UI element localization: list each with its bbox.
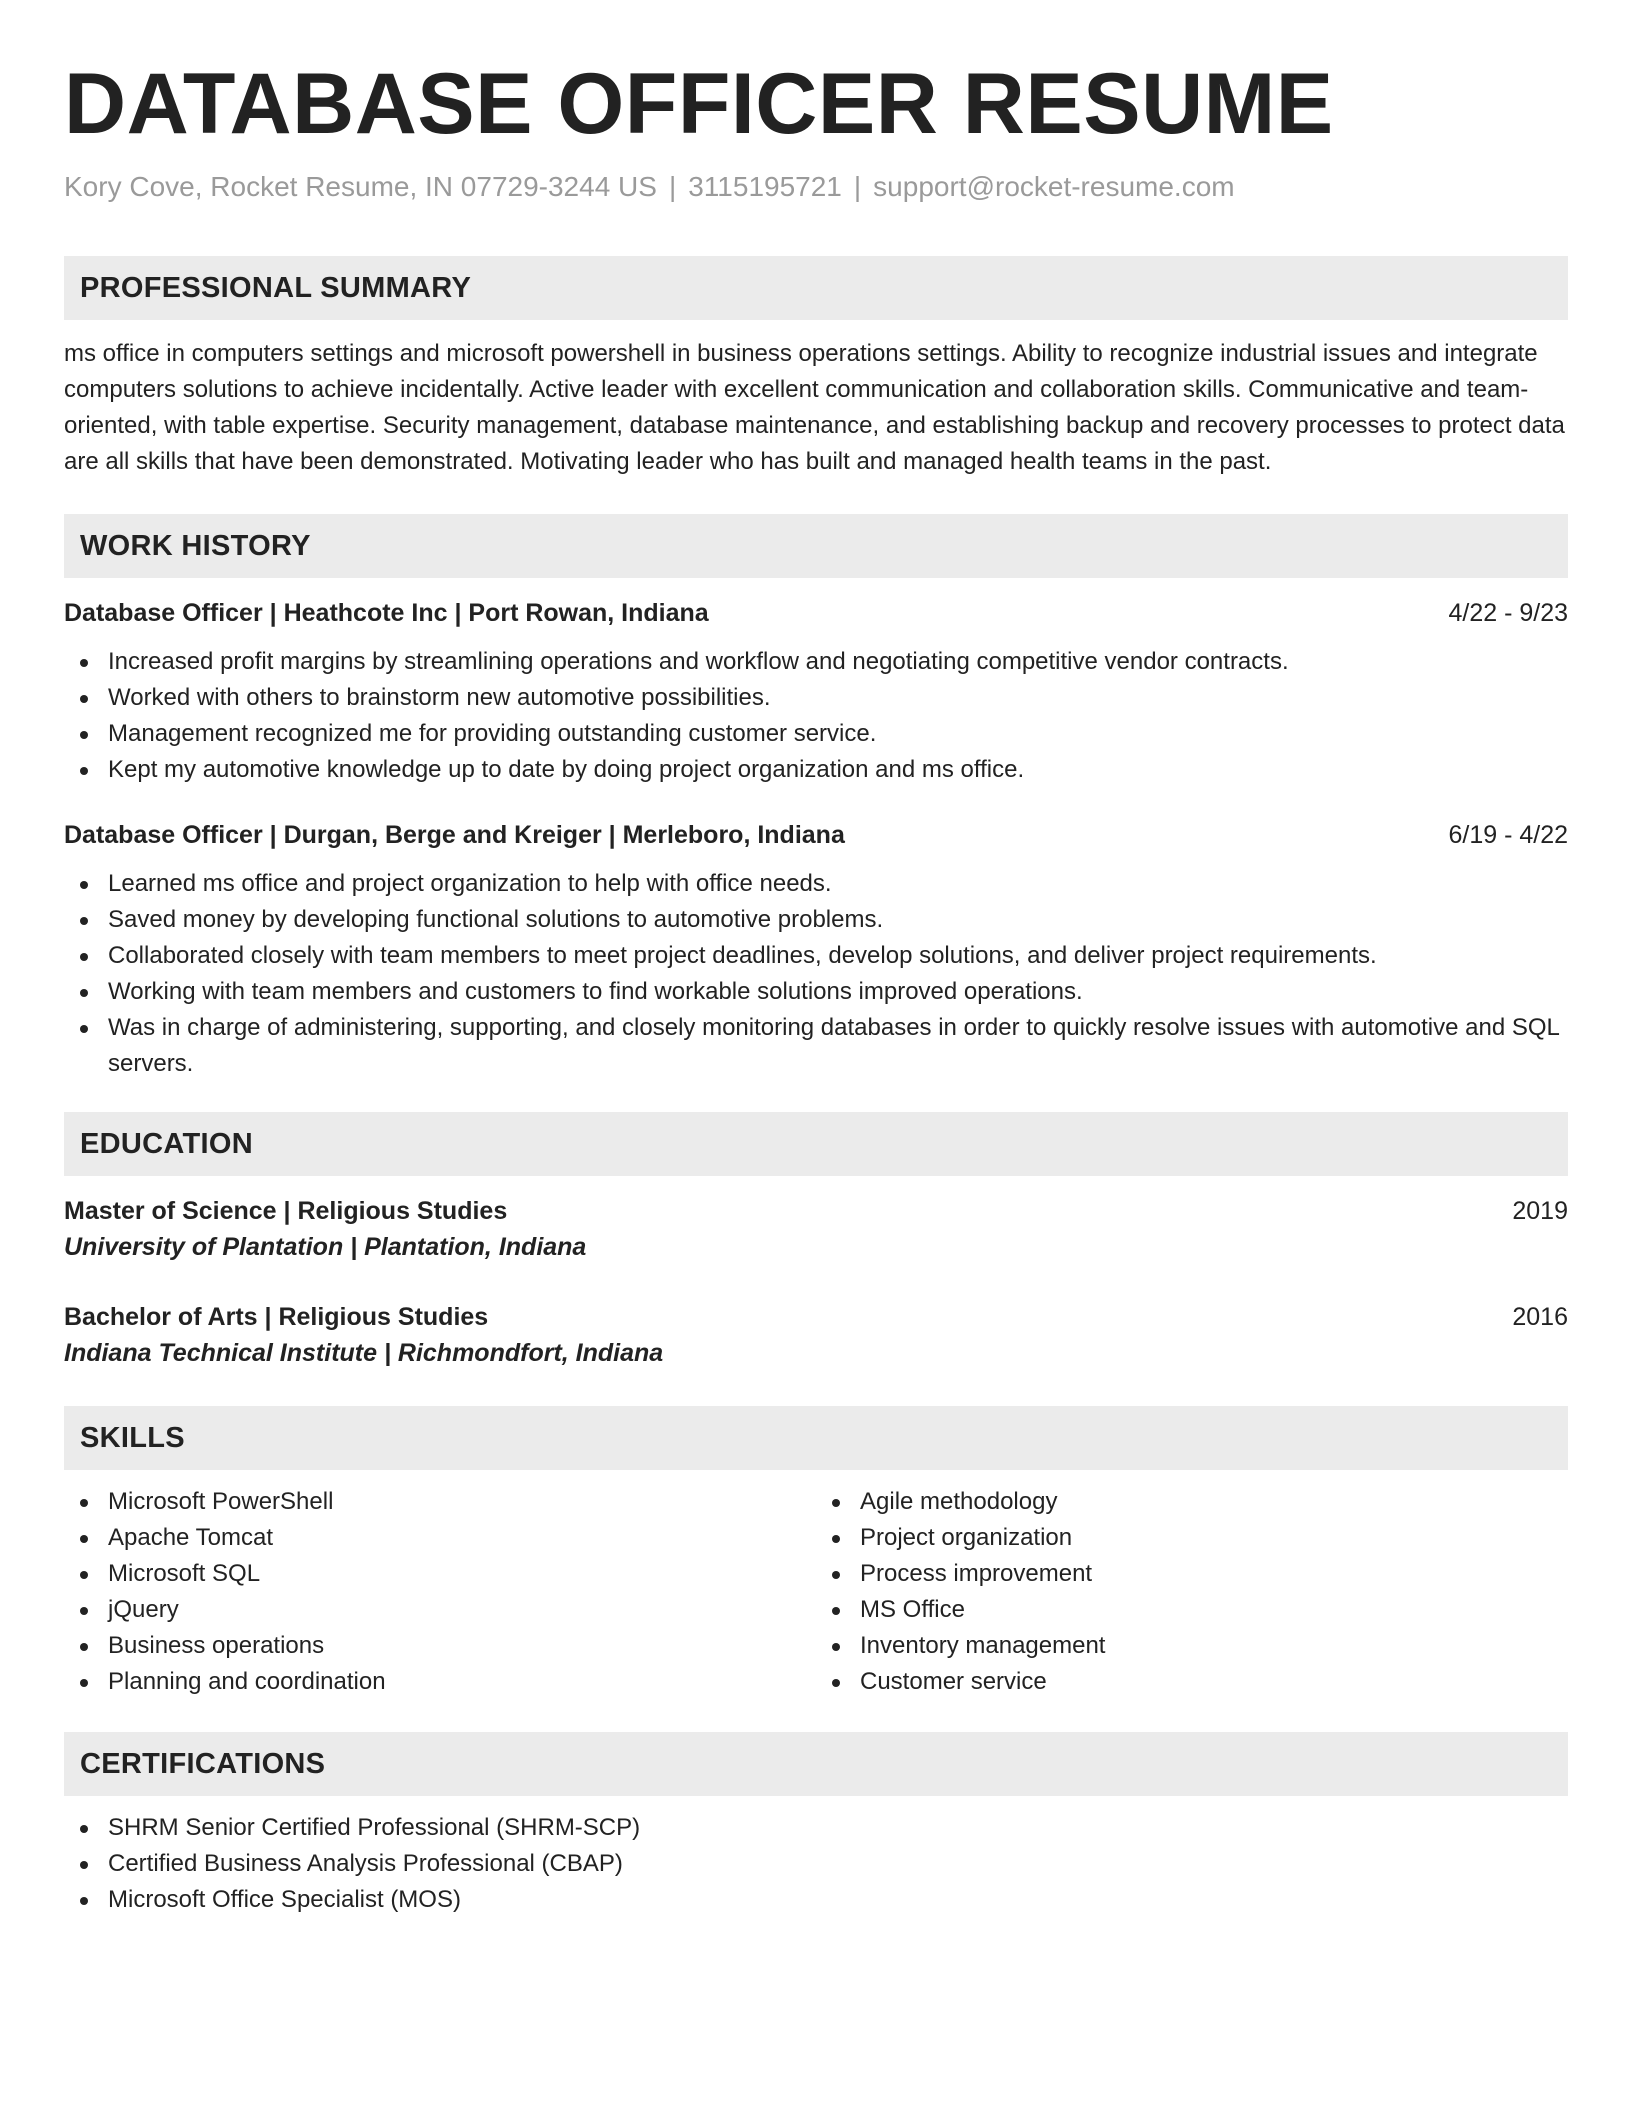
job-bullet: Kept my automotive knowledge up to date by doing project organization and ms office. — [64, 752, 1568, 788]
job-bullet: Learned ms office and project organization to help with office needs. — [64, 866, 1568, 902]
contact-separator: | — [668, 171, 677, 202]
section-header-education: EDUCATION — [64, 1112, 1568, 1176]
job-bullet: Management recognized me for providing outstanding customer service. — [64, 716, 1568, 752]
skills-column-right — [816, 1484, 1568, 1700]
education-degree: Master of Science | Religious Studies — [64, 1197, 508, 1225]
certification-list — [64, 1810, 1568, 1918]
skill-item: Agile methodology — [816, 1484, 1568, 1520]
skill-item: Planning and coordination — [64, 1664, 816, 1700]
certification-item: Certified Business Analysis Professional (CBAP) — [64, 1846, 1568, 1882]
job-title: Database Officer | Heathcote Inc | Port Rowan, Indiana — [64, 599, 709, 627]
education-header — [64, 1300, 1568, 1334]
certification-item: SHRM Senior Certified Professional (SHRM-SCP) — [64, 1810, 1568, 1846]
section-header-summary: PROFESSIONAL SUMMARY — [64, 256, 1568, 320]
contact-email: support@rocket-resume.com — [873, 171, 1235, 202]
education-entry — [64, 1300, 1568, 1372]
job-dates: 6/19 - 4/22 — [1448, 821, 1568, 849]
skill-item: Apache Tomcat — [64, 1520, 816, 1556]
job-entry — [64, 596, 1568, 788]
education-year: 2019 — [1512, 1197, 1568, 1225]
contact-line — [64, 170, 1568, 204]
skills-grid — [64, 1484, 1568, 1700]
summary-text: ms office in computers settings and microsoft powershell in business operations settings. Ability to recognize industrial issues and integrate computers solutions to achieve incidentally. Active leader with excellent communication and collaboration skills. Communicative and team-oriented, with table expertise. Security management, database maintenance, and establishing backup and recovery processes to protect data are all skills that have been demonstrated. Motivating leader who has built and managed health teams in the past. — [64, 340, 1565, 475]
education-header — [64, 1194, 1568, 1228]
certification-item: Microsoft Office Specialist (MOS) — [64, 1882, 1568, 1918]
job-bullets — [64, 644, 1568, 788]
skill-item: Project organization — [816, 1520, 1568, 1556]
education-school: Indiana Technical Institute | Richmondfort, Indiana — [64, 1339, 664, 1367]
job-title: Database Officer | Durgan, Berge and Kreiger | Merleboro, Indiana — [64, 821, 845, 849]
section-header-skills: SKILLS — [64, 1406, 1568, 1470]
education-entry — [64, 1194, 1568, 1266]
skill-item: Microsoft SQL — [64, 1556, 816, 1592]
job-bullets — [64, 866, 1568, 1082]
section-header-certifications: CERTIFICATIONS — [64, 1732, 1568, 1796]
contact-separator: | — [853, 171, 862, 202]
education-school: University of Plantation | Plantation, Indiana — [64, 1233, 587, 1261]
skill-item: Business operations — [64, 1628, 816, 1664]
skill-item: Inventory management — [816, 1628, 1568, 1664]
education-year: 2016 — [1512, 1303, 1568, 1331]
skill-item: Process improvement — [816, 1556, 1568, 1592]
section-header-work-history: WORK HISTORY — [64, 514, 1568, 578]
skill-item: MS Office — [816, 1592, 1568, 1628]
job-bullet: Saved money by developing functional solutions to automotive problems. — [64, 902, 1568, 938]
job-bullet: Was in charge of administering, supporting, and closely monitoring databases in order to quickly resolve issues with automotive and SQL servers. — [64, 1010, 1568, 1082]
job-header — [64, 596, 1568, 630]
education-degree: Bachelor of Arts | Religious Studies — [64, 1303, 489, 1331]
skill-item: Customer service — [816, 1664, 1568, 1700]
job-bullet: Collaborated closely with team members to meet project deadlines, develop solutions, and deliver project requirements. — [64, 938, 1568, 974]
job-bullet: Increased profit margins by streamlining operations and workflow and negotiating competitive vendor contracts. — [64, 644, 1568, 680]
skill-item: Microsoft PowerShell — [64, 1484, 816, 1520]
job-bullet: Worked with others to brainstorm new automotive possibilities. — [64, 680, 1568, 716]
job-header — [64, 818, 1568, 852]
contact-phone: 3115195721 — [688, 171, 842, 202]
skills-column-left — [64, 1484, 816, 1700]
skill-item: jQuery — [64, 1592, 816, 1628]
job-dates: 4/22 - 9/23 — [1448, 599, 1568, 627]
page-title: DATABASE OFFICER RESUME — [64, 56, 1334, 152]
job-bullet: Working with team members and customers to find workable solutions improved operations. — [64, 974, 1568, 1010]
contact-address: Kory Cove, Rocket Resume, IN 07729-3244 US — [64, 171, 657, 202]
job-entry — [64, 818, 1568, 1082]
